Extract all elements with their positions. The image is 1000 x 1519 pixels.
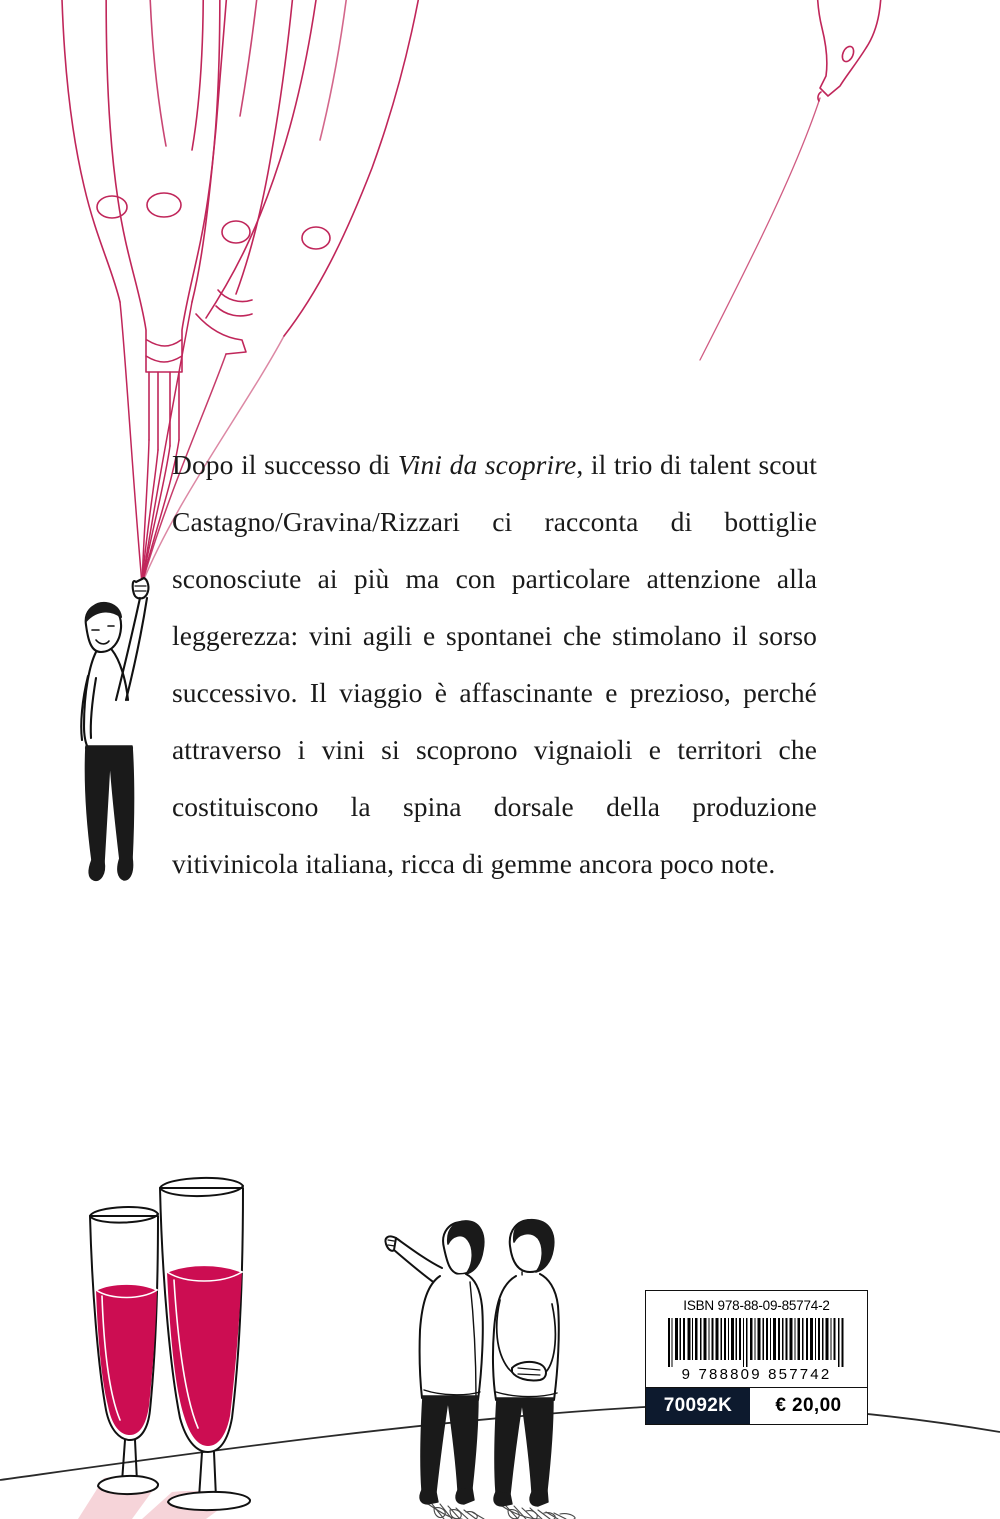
blurb-part-one: Dopo il successo di (172, 448, 398, 480)
champagne-flute-left (90, 1207, 158, 1494)
bottle-balloon-string-right (700, 98, 820, 360)
publisher-code: 70092K (646, 1388, 750, 1424)
standing-figure-hands-behind (493, 1220, 559, 1506)
standing-figure-pointing (385, 1221, 483, 1504)
blurb-part-two: , il trio di talent scout Castagno/Gravina/Rizzari ci racconta di bottiglie sconosciute ai più ma con particolare attenzione alla leggerezza: vini agili e spontanei che stimolano il sorso successivo. Il viaggio è affascinante e prezioso, perché attraverso i vini si scoprono vignaioli e territori che costituiscono la spina dorsale della produzione vitivinicola italiana, ricca di gemme ancora poco note. (172, 448, 817, 879)
isbn-barcode-block (645, 1290, 868, 1425)
referenced-book-title: Vini da scoprire (397, 448, 577, 480)
isbn-upper-section (646, 1291, 867, 1387)
champagne-flute-right (160, 1178, 250, 1510)
isbn-number: ISBN 978-88-09-85774-2 (683, 1298, 830, 1313)
isbn-lower-section (646, 1387, 867, 1424)
cover-price: € 20,00 (750, 1388, 867, 1424)
bottle-balloons-top-left (61, 0, 436, 450)
blurb-paragraph (172, 436, 817, 892)
bottle-balloon-top-right (817, 0, 881, 101)
ean13-barcode (668, 1318, 846, 1367)
ean-digits: 9 788809 857742 (681, 1366, 832, 1383)
floating-man (81, 578, 148, 880)
figure-shadows (428, 1504, 575, 1519)
glass-shadows (78, 1477, 232, 1519)
